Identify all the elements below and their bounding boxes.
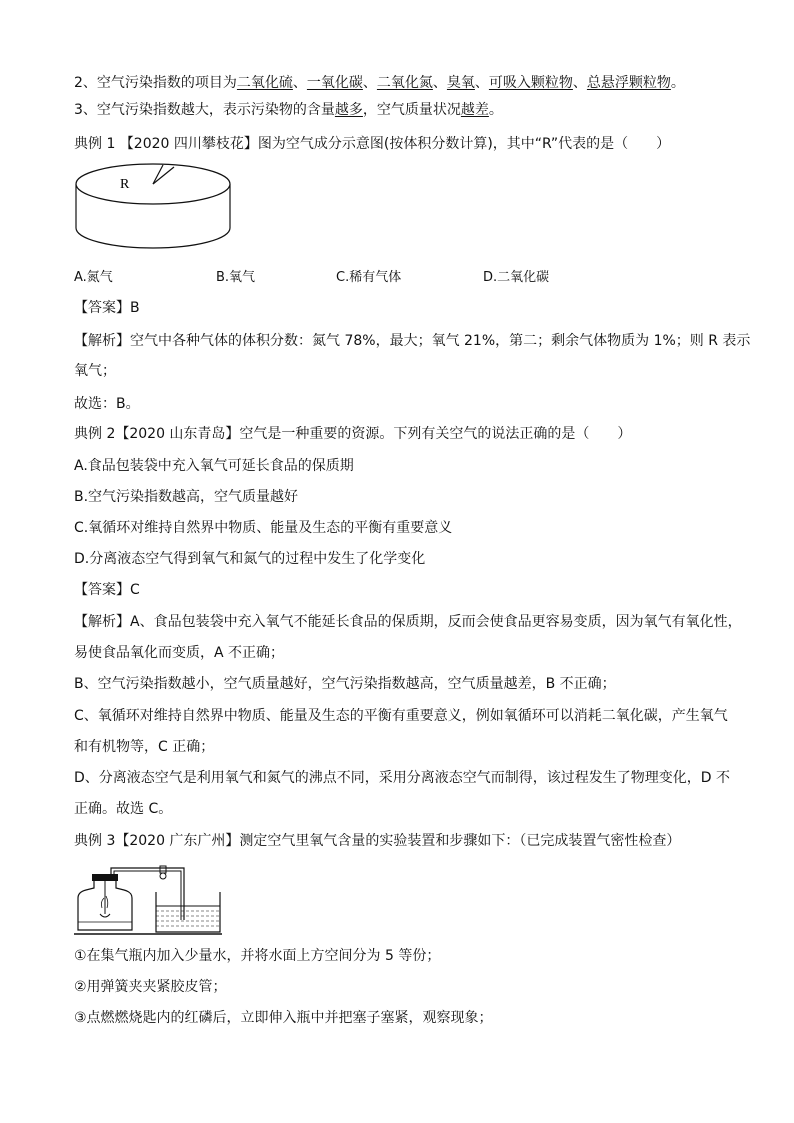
example-1-analysis-line-2: 氧气； xyxy=(74,363,116,379)
pollutant-4: 臭氧 xyxy=(446,75,475,91)
example-1-option-c: C.稀有气体 xyxy=(336,270,402,285)
example-2-option-d: D.分离液态空气得到氧气和氮气的过程中发生了化学变化 xyxy=(74,551,426,567)
example-3-step-2: ②用弹簧夹夹紧胶皮管； xyxy=(74,979,227,995)
separator: 、 xyxy=(432,75,447,91)
example-1-option-a: A.氮气 xyxy=(74,270,113,285)
example-2-option-a: A.食品包装袋中充入氧气可延长食品的保质期 xyxy=(74,458,354,474)
separator: 、 xyxy=(474,75,489,91)
figure-label-r: R xyxy=(120,177,130,192)
example-2-analysis-line-7: 正确。故选 C。 xyxy=(74,801,173,817)
example-2-analysis-line-3: B、空气污染指数越小，空气质量越好，空气污染指数越高，空气质量越差，B 不正确； xyxy=(74,676,616,692)
example-1-conclusion: 故选：B。 xyxy=(74,396,140,412)
example-2-answer: 【答案】C xyxy=(74,582,140,598)
example-2-option-b: B.空气污染指数越高，空气质量越好 xyxy=(74,489,299,505)
point-3-part-c: 。 xyxy=(488,102,503,118)
point-3-underline-more: 越多 xyxy=(334,102,363,118)
pollutant-6: 总悬浮颗粒物 xyxy=(586,75,671,91)
example-2-analysis-line-4: C、氧循环对维持自然界中物质、能量及生态的平衡有重要意义，例如氧循环可以消耗二氧化碳，产生氧气 xyxy=(74,708,728,724)
point-3-part-a: 3、空气污染指数越大，表示污染物的含量 xyxy=(74,102,335,118)
example-1-title: 典例 1 【2020 四川攀枝花】图为空气成分示意图(按体积分数计算)，其中“R”代表的是（ ） xyxy=(74,136,671,152)
example-3-step-3: ③点燃燃烧匙内的红磷后，立即伸入瓶中并把塞子塞紧，观察现象； xyxy=(74,1010,493,1026)
period: 。 xyxy=(670,75,685,91)
example-2-analysis-line-5: 和有机物等，C 正确； xyxy=(74,739,215,755)
point-3-part-b: ，空气质量状况 xyxy=(362,102,461,118)
point-3-underline-worse: 越差 xyxy=(460,102,489,118)
pollutant-3: 二氧化氮 xyxy=(376,75,433,91)
air-composition-cylinder-figure xyxy=(74,162,244,252)
example-2-analysis-line-1: 【解析】A、食品包装袋中充入氧气不能延长食品的保质期，反而会使食品更容易变质，因为氧气有氧化性， xyxy=(74,614,742,630)
point-3-line xyxy=(74,100,503,120)
pollutant-2: 一氧化碳 xyxy=(306,75,363,91)
example-2-analysis-line-2: 易使食品氧化而变质，A 不正确； xyxy=(74,645,285,661)
example-1-answer: 【答案】B xyxy=(74,300,140,316)
point-2-line xyxy=(74,73,685,93)
oxygen-experiment-apparatus-figure xyxy=(74,862,224,937)
example-2-option-c: C.氧循环对维持自然界中物质、能量及生态的平衡有重要意义 xyxy=(74,520,453,536)
example-2-title: 典例 2【2020 山东青岛】空气是一种重要的资源。下列有关空气的说法正确的是（ ） xyxy=(74,426,632,442)
pollutant-5: 可吸入颗粒物 xyxy=(488,75,573,91)
point-2-prefix: 2、空气污染指数的项目为 xyxy=(74,75,237,91)
separator: 、 xyxy=(292,75,307,91)
example-3-title: 典例 3【2020 广东广州】测定空气里氧气含量的实验装置和步骤如下：（已完成装置气密性检查） xyxy=(74,833,681,849)
example-3-step-1: ①在集气瓶内加入少量水，并将水面上方空间分为 5 等份； xyxy=(74,948,441,964)
pollutant-1: 二氧化硫 xyxy=(236,75,293,91)
example-2-analysis-line-6: D、分离液态空气是利用氧气和氮气的沸点不同，采用分离液态空气而制得，该过程发生了物理变化，D 不 xyxy=(74,770,731,786)
example-1-option-b: B.氧气 xyxy=(216,270,256,285)
example-1-analysis-line-1: 【解析】空气中各种气体的体积分数：氮气 78%，最大；氧气 21%，第二；剩余气体物质为 1%；则 R 表示 xyxy=(74,333,751,349)
separator: 、 xyxy=(572,75,587,91)
separator: 、 xyxy=(362,75,377,91)
example-1-option-d: D.二氧化碳 xyxy=(483,270,550,285)
